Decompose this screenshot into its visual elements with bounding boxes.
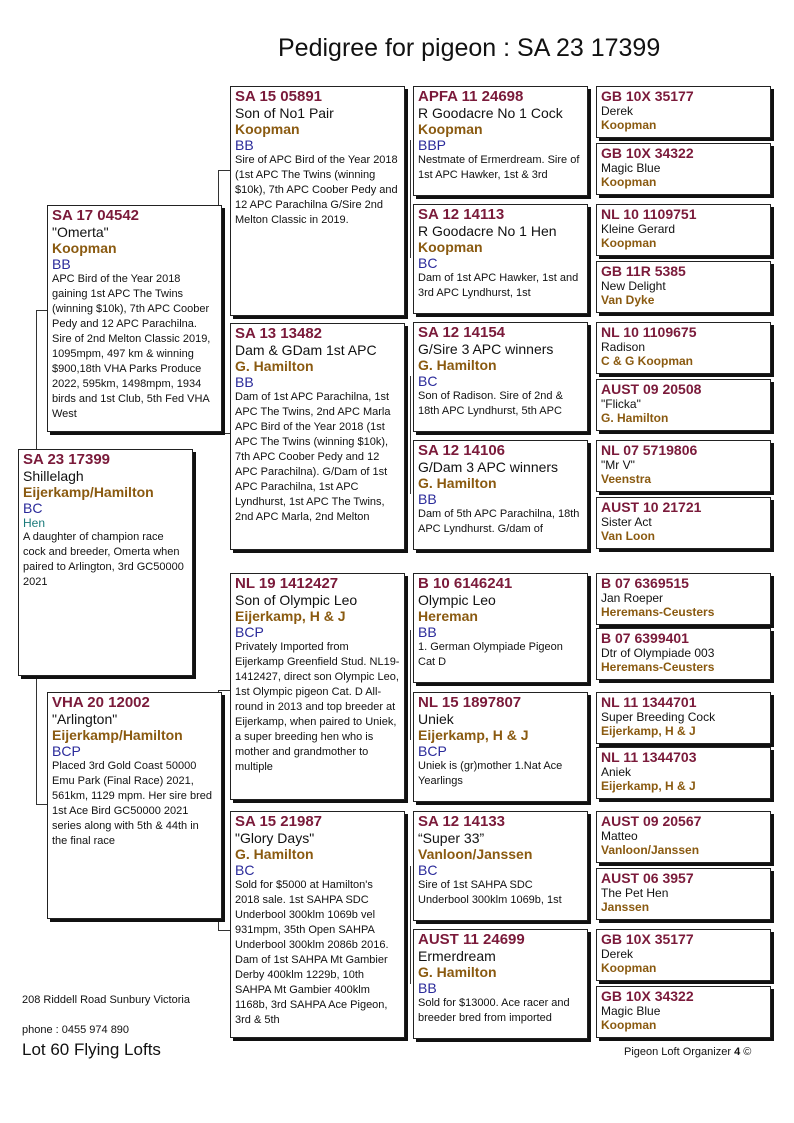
color-code: BCP xyxy=(235,624,264,640)
pigeon-name: Uniek xyxy=(418,711,454,727)
breeder: Eijerkamp/Hamilton xyxy=(52,727,183,743)
ring-number: NL 11 1344701 xyxy=(601,694,697,710)
color-code: BB xyxy=(52,256,71,272)
color-code: BC xyxy=(235,862,255,878)
breeder: G. Hamilton xyxy=(418,357,497,373)
breeder: Van Loon xyxy=(601,529,655,543)
ancestor-card[interactable] xyxy=(596,497,771,549)
connector-line xyxy=(590,836,591,894)
ring-number: SA 17 04542 xyxy=(52,207,140,224)
ring-number: B 10 6146241 xyxy=(418,575,513,592)
grandparent-card[interactable] xyxy=(230,811,405,1038)
breeder: Koopman xyxy=(418,121,483,137)
color-code: BB xyxy=(235,137,254,153)
software-version: 4 xyxy=(734,1046,741,1058)
pigeon-name: Dtr of Olympiade 003 xyxy=(601,646,715,660)
connector-line xyxy=(36,310,37,450)
pigeon-name: "Glory Days" xyxy=(235,830,315,846)
ring-number: GB 10X 35177 xyxy=(601,88,694,104)
ring-number: NL 19 1412427 xyxy=(235,575,339,592)
connector-line xyxy=(410,630,411,740)
connector-line xyxy=(410,140,411,258)
breeder: Koopman xyxy=(235,121,300,137)
connector-line xyxy=(218,433,230,434)
ring-number: SA 13 13482 xyxy=(235,325,323,342)
ring-number: AUST 11 24699 xyxy=(418,931,525,948)
breeder: Van Dyke xyxy=(601,293,655,307)
breeder: Eijerkamp/Hamilton xyxy=(23,484,154,500)
color-code: BBP xyxy=(418,137,447,153)
pigeon-name: G/Dam 3 APC winners xyxy=(418,459,559,475)
great-grandparent-card[interactable] xyxy=(413,929,588,1039)
ancestor-card[interactable] xyxy=(596,747,771,799)
pigeon-name: Kleine Gerard xyxy=(601,222,676,236)
pigeon-name: New Delight xyxy=(601,279,666,293)
software-name: Pigeon Loft Organizer xyxy=(624,1046,732,1058)
notes: Dam of 1st APC Hawker, 1st and 3rd APC Lyndhurst, 1st xyxy=(418,272,579,299)
connector-line xyxy=(410,866,411,984)
breeder: Vanloon/Janssen xyxy=(418,846,533,862)
breeder: Eijerkamp, H & J xyxy=(601,779,696,793)
breeder: G. Hamilton xyxy=(235,846,314,862)
ring-number: SA 12 14154 xyxy=(418,324,506,341)
notes: Placed 3rd Gold Coast 50000 Emu Park (Final Race) 2021, 561km, 1129 mpm. Her sire bred 1st Ace Bird GC50000 2021 series along with 5th & 44th in the final race xyxy=(52,760,212,847)
great-grandparent-card[interactable] xyxy=(413,573,588,683)
breeder: G. Hamilton xyxy=(235,358,314,374)
ring-number: B 07 6369515 xyxy=(601,575,689,591)
pigeon-name: "Arlington" xyxy=(52,711,118,727)
connector-line xyxy=(590,600,591,654)
breeder: Heremans-Ceusters xyxy=(601,605,715,619)
ancestor-card[interactable] xyxy=(596,86,771,138)
ring-number: SA 23 17399 xyxy=(23,451,111,468)
color-code: BB xyxy=(418,491,437,507)
breeder: Vanloon/Janssen xyxy=(601,843,700,857)
ring-number: AUST 09 20508 xyxy=(601,381,702,397)
ancestor-card[interactable] xyxy=(596,811,771,863)
color-code: BCP xyxy=(418,743,447,759)
breeder: Eijerkamp, H & J xyxy=(235,608,346,624)
notes: Sold for $13000. Ace racer and breeder bred from imported xyxy=(418,997,570,1024)
connector-line xyxy=(590,954,591,1012)
grandparent-card[interactable] xyxy=(230,323,405,550)
notes: Son of Radison. Sire of 2nd & 18th APC Lyndhurst, 5th APC xyxy=(418,390,563,417)
ancestor-card[interactable] xyxy=(596,261,771,313)
breeder: Koopman xyxy=(601,961,657,975)
notes: Sold for $5000 at Hamilton's 2018 sale. 1st SAHPA SDC Underbool 300klm 1069b vel 931mpm, 35th Open SAHPA Underbool 300klm 2086b 2016. Dam of 1st SAHPA Mt Gambier Derby 400klm 1229b, 10th SAHPA Mt Gambier 400klm 1168b, 3rd SAHPA Ace Pigeon, 3rd & 5th xyxy=(235,879,389,1026)
ancestor-card[interactable] xyxy=(596,628,771,680)
pigeon-name: Son of No1 Pair xyxy=(235,105,334,121)
notes: Privately Imported from Eijerkamp Greenfield Stud. NL19-1412427, direct son Olympic Leo, 1st Olympic pigeon Cat. D All-round in 2013 and top breeder at Eijerkamp, when paired to Uniek, a super breeding hen who is mother and grandmother to multiple xyxy=(235,641,400,773)
breeder: Heremans-Ceusters xyxy=(601,660,715,674)
pigeon-name: Magic Blue xyxy=(601,1004,661,1018)
color-code: BC xyxy=(418,862,438,878)
pigeon-name: G/Sire 3 APC winners xyxy=(418,341,554,357)
breeder: Hereman xyxy=(418,608,478,624)
ring-number: GB 10X 34322 xyxy=(601,145,694,161)
great-grandparent-card[interactable] xyxy=(413,322,588,432)
notes: APC Bird of the Year 2018 gaining 1st APC The Twins (winning $10k), 7th APC Coober Pedy and 12 APC Parachilna. Sire of 2nd Melton Classic 2019, 1095mpm, 497 km & winning $900,18th VHA Parks Produce 2022, 595km, 1498mpm, 1934 birds and 1st Club, 5th Fed VHA West xyxy=(52,273,211,420)
connector-line xyxy=(218,170,230,171)
ancestor-card[interactable] xyxy=(596,322,771,374)
software-credit xyxy=(624,1046,751,1058)
pigeon-name: “Super 33” xyxy=(418,830,485,846)
great-grandparent-card[interactable] xyxy=(413,86,588,196)
pigeon-name: Sister Act xyxy=(601,515,652,529)
pigeon-name: "Omerta" xyxy=(52,224,109,240)
breeder: G. Hamilton xyxy=(418,964,497,980)
connector-line xyxy=(590,464,591,522)
ring-number: SA 12 14133 xyxy=(418,813,506,830)
pigeon-name: Son of Olympic Leo xyxy=(235,592,358,608)
pigeon-name: Aniek xyxy=(601,765,632,779)
ring-number: B 07 6399401 xyxy=(601,630,689,646)
ancestor-card[interactable] xyxy=(596,440,771,492)
breeder: Koopman xyxy=(601,1018,657,1032)
connector-line xyxy=(590,346,591,404)
pigeon-name: R Goodacre No 1 Cock xyxy=(418,105,563,121)
great-grandparent-card[interactable] xyxy=(413,440,588,550)
breeder: Eijerkamp, H & J xyxy=(418,727,529,743)
connector-line xyxy=(590,718,591,772)
ring-number: NL 10 1109751 xyxy=(601,206,697,222)
breeder: Koopman xyxy=(52,240,117,256)
pigeon-name: Olympic Leo xyxy=(418,592,496,608)
pigeon-name: Shillelagh xyxy=(23,468,84,484)
pigeon-name: Magic Blue xyxy=(601,161,661,175)
breeder: C & G Koopman xyxy=(601,354,693,368)
notes: Dam of 1st APC Parachilna, 1st APC The Twins, 2nd APC Marla APC Bird of the Year 2018 (1st APC The Twins (winning $10k), 7th APC Coober Pedy and 12 APC Parachilna). G/Dam of 1st APC Parachilna, 1st APC Lyndhurst, 1st APC The Twins, 2nd APC Marla, 2nd Melton xyxy=(235,391,391,523)
breeder: G. Hamilton xyxy=(601,411,669,425)
ring-number: NL 11 1344703 xyxy=(601,749,697,765)
color-code: BB xyxy=(235,374,254,390)
connector-line xyxy=(218,690,230,691)
sire-card[interactable] xyxy=(47,205,222,432)
ring-number: AUST 10 21721 xyxy=(601,499,702,515)
pigeon-name: "Flicka" xyxy=(601,397,641,411)
notes: 1. German Olympiade Pigeon Cat D xyxy=(418,641,563,668)
connector-line xyxy=(590,228,591,286)
connector-line xyxy=(590,110,591,168)
ancestor-card[interactable] xyxy=(596,143,771,195)
ancestor-card[interactable] xyxy=(596,868,771,920)
subject-card[interactable] xyxy=(18,449,193,676)
breeder: Janssen xyxy=(601,900,650,914)
pigeon-name: Radison xyxy=(601,340,646,354)
notes: A daughter of champion race cock and breeder, Omerta when paired to Arlington, 3rd GC50000 2021 xyxy=(23,531,184,588)
pigeon-name: R Goodacre No 1 Hen xyxy=(418,223,557,239)
ring-number: APFA 11 24698 xyxy=(418,88,524,105)
breeder: Koopman xyxy=(601,236,657,250)
great-grandparent-card[interactable] xyxy=(413,811,588,921)
grandparent-card[interactable] xyxy=(230,573,405,800)
notes: Nestmate of Ermerdream. Sire of 1st APC Hawker, 1st & 3rd xyxy=(418,154,580,181)
ancestor-card[interactable] xyxy=(596,573,771,625)
notes: Dam of 5th APC Parachilna, 18th APC Lyndhurst. G/dam of xyxy=(418,508,580,535)
breeder: Koopman xyxy=(601,175,657,189)
pigeon-name: The Pet Hen xyxy=(601,886,669,900)
owner-name: Lot 60 Flying Lofts xyxy=(22,1040,161,1059)
ring-number: GB 10X 35177 xyxy=(601,931,694,947)
ancestor-card[interactable] xyxy=(596,929,771,981)
pigeon-name: Matteo xyxy=(601,829,638,843)
copyright-icon: © xyxy=(743,1046,752,1058)
pigeon-name: Ermerdream xyxy=(418,948,496,964)
color-code: BC xyxy=(418,373,438,389)
ring-number: NL 07 5719806 xyxy=(601,442,698,458)
breeder: Eijerkamp, H & J xyxy=(601,724,696,738)
notes: Sire of APC Bird of the Year 2018 (1st APC The Twins (winning $10k), 7th APC Coober Pedy and 12 APC Parachilna G/Sire 2nd Melton Classic in 2019. xyxy=(235,154,398,226)
breeder: Koopman xyxy=(418,239,483,255)
phone: phone : 0455 974 890 xyxy=(22,1024,130,1036)
dam-card[interactable] xyxy=(47,692,222,919)
address: 208 Riddell Road Sunbury Victoria xyxy=(22,994,190,1006)
ring-number: SA 15 05891 xyxy=(235,88,323,105)
great-grandparent-card[interactable] xyxy=(413,204,588,314)
ring-number: AUST 06 3957 xyxy=(601,870,694,886)
pigeon-name: Dam & GDam 1st APC xyxy=(235,342,377,358)
connector-line xyxy=(410,376,411,494)
ring-number: SA 12 14113 xyxy=(418,206,505,223)
ring-number: SA 12 14106 xyxy=(418,442,506,459)
pigeon-name: Super Breeding Cock xyxy=(601,710,716,724)
sex: Hen xyxy=(23,516,46,530)
pigeon-name: Derek xyxy=(601,104,634,118)
grandparent-card[interactable] xyxy=(230,86,405,316)
great-grandparent-card[interactable] xyxy=(413,692,588,802)
color-code: BB xyxy=(418,624,437,640)
breeder: Veenstra xyxy=(601,472,652,486)
ancestor-card[interactable] xyxy=(596,379,771,431)
color-code: BC xyxy=(23,500,43,516)
color-code: BB xyxy=(418,980,437,996)
pigeon-name: Derek xyxy=(601,947,634,961)
breeder: G. Hamilton xyxy=(418,475,497,491)
ring-number: NL 10 1109675 xyxy=(601,324,697,340)
ancestor-card[interactable] xyxy=(596,204,771,256)
notes: Sire of 1st SAHPA SDC Underbool 300klm 1069b, 1st xyxy=(418,879,562,906)
ring-number: GB 10X 34322 xyxy=(601,988,694,1004)
pigeon-name: Jan Roeper xyxy=(601,591,664,605)
ring-number: NL 15 1897807 xyxy=(418,694,522,711)
ring-number: SA 15 21987 xyxy=(235,813,323,830)
ring-number: AUST 09 20567 xyxy=(601,813,702,829)
ancestor-card[interactable] xyxy=(596,986,771,1038)
pigeon-name: "Mr V" xyxy=(601,458,635,472)
ancestor-card[interactable] xyxy=(596,692,771,744)
color-code: BCP xyxy=(52,743,81,759)
ring-number: GB 11R 5385 xyxy=(601,263,686,279)
notes: Uniek is (gr)mother 1.Nat Ace Yearlings xyxy=(418,760,563,787)
ring-number: VHA 20 12002 xyxy=(52,694,150,711)
connector-line xyxy=(218,930,230,931)
breeder: Koopman xyxy=(601,118,657,132)
color-code: BC xyxy=(418,255,438,271)
page-title: Pedigree for pigeon : SA 23 17399 xyxy=(278,34,661,62)
connector-line xyxy=(36,677,37,804)
